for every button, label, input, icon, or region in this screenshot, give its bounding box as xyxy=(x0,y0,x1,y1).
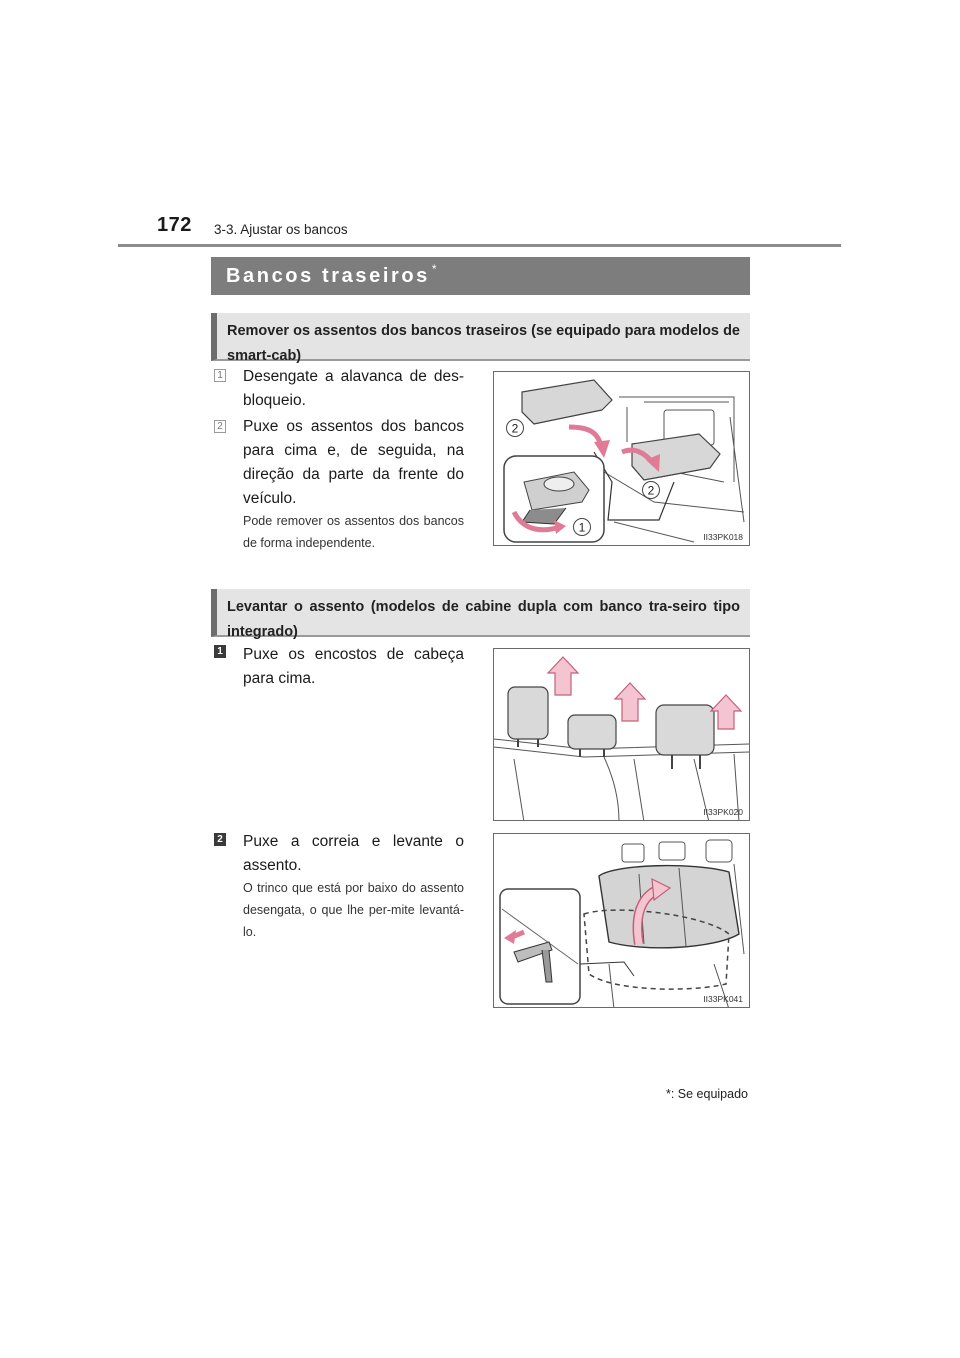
headrest-illustration xyxy=(494,649,750,821)
figure-raise-seat xyxy=(493,833,750,1008)
step-number-icon: 1 xyxy=(214,645,226,658)
callout-label: 2 xyxy=(511,421,519,436)
section-reference: 3-3. Ajustar os bancos xyxy=(214,222,348,237)
header-divider xyxy=(118,244,841,247)
page-number: 172 xyxy=(157,214,192,236)
figure-headrests xyxy=(493,648,750,821)
step-number-icon: 1 xyxy=(214,369,226,382)
step-text: Desengate a alavanca de des-bloqueio. xyxy=(243,368,464,409)
step-number-icon: 2 xyxy=(214,420,226,433)
step-number-icon: 2 xyxy=(214,833,226,846)
step-text: Puxe os assentos dos bancos para cima e, de seguida, na direção da parte da frente do veículo. xyxy=(243,418,464,507)
step-text: Puxe os encostos de cabeça para cima. xyxy=(243,646,464,687)
seat-removal-illustration xyxy=(494,372,750,546)
figure-code: II33PK018 xyxy=(703,532,743,542)
seat-raise-illustration xyxy=(494,834,750,1008)
step-note: O trinco que está por baixo do assento desengata, o que lhe per-mite levantá-lo. xyxy=(243,881,464,939)
subsection-heading-remove-seats: Remover os assentos dos bancos traseiros (se equipado para modelos de smart-cab) xyxy=(211,313,750,361)
section-title: Bancos traseiros xyxy=(226,264,430,287)
step-note: Pode remover os assentos dos bancos de forma independente. xyxy=(243,514,464,550)
callout-label: 1 xyxy=(578,520,586,535)
footnote xyxy=(666,1087,748,1101)
footnote-text: : Se equipado xyxy=(670,1087,748,1101)
figure-code: II33PK041 xyxy=(703,994,743,1004)
star-mark-icon: * xyxy=(665,1087,671,1101)
figure-remove-seats xyxy=(493,371,750,546)
figure-code: II33PK020 xyxy=(703,807,743,817)
star-mark-icon: * xyxy=(431,262,437,276)
step-text: Puxe a correia e levante o assento. xyxy=(243,833,464,874)
section-title-bar xyxy=(211,257,750,295)
callout-label: 2 xyxy=(647,483,655,498)
subsection-heading-raise-seat: Levantar o assento (modelos de cabine dupla com banco tra-seiro tipo integrado) xyxy=(211,589,750,637)
